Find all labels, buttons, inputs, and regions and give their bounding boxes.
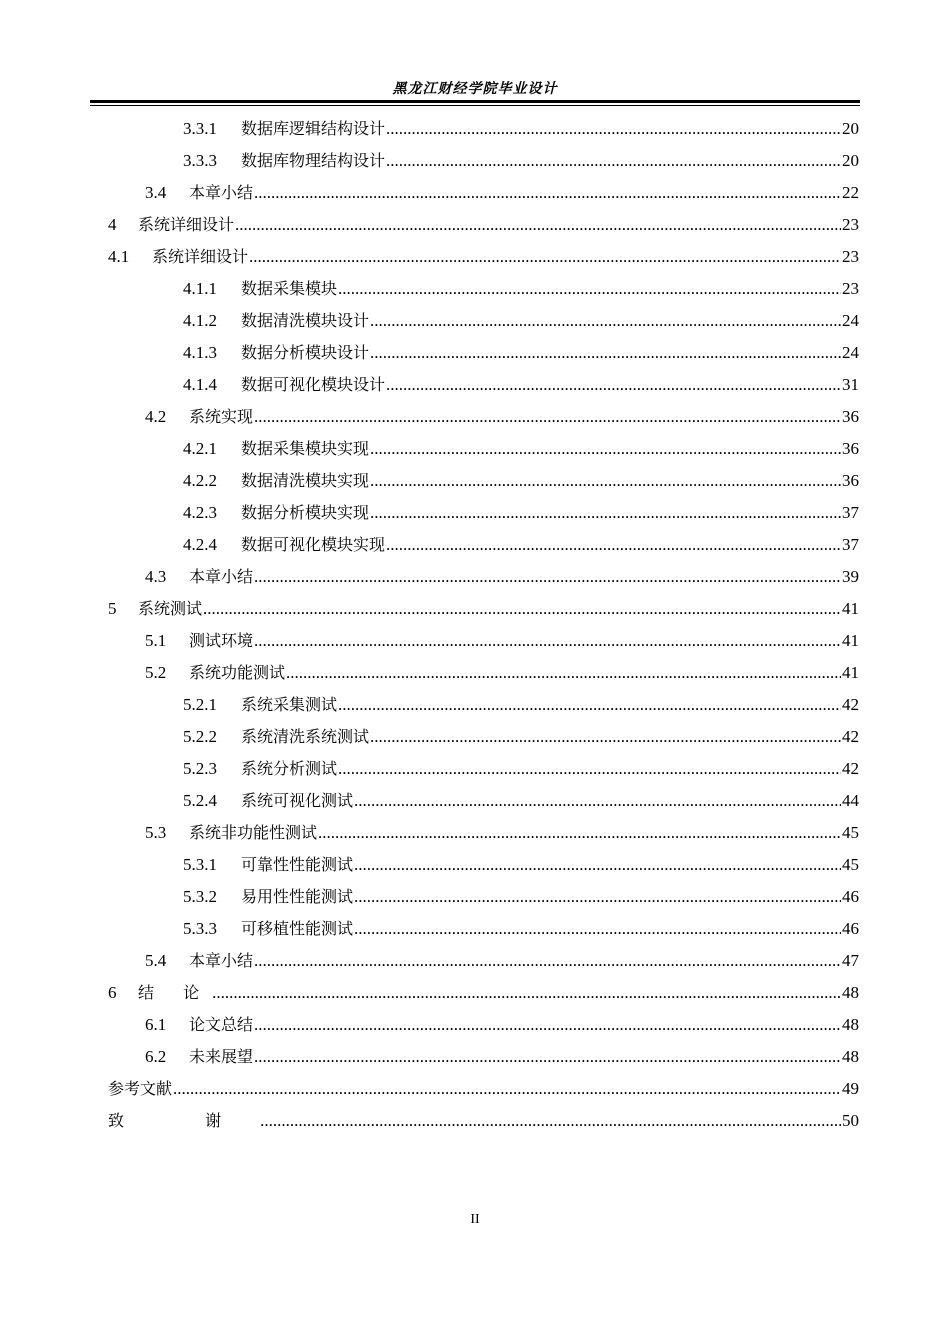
toc-entry-label: 数据清洗模块实现 <box>241 471 370 490</box>
toc-entry[interactable] <box>108 404 859 436</box>
toc-leader-dots <box>254 631 841 651</box>
toc-entry-label: 系统非功能性测试 <box>189 823 318 842</box>
toc-entry-number: 5.2.1 <box>183 695 217 714</box>
toc-entry-label: 数据库逻辑结构设计 <box>241 119 386 138</box>
toc-entry-label: 系统可视化测试 <box>241 791 354 810</box>
toc-entry[interactable] <box>108 660 859 692</box>
toc-leader-dots <box>254 1015 841 1035</box>
toc-entry-page: 41 <box>842 631 859 650</box>
toc-entry[interactable] <box>108 340 859 372</box>
toc-entry-label: 数据可视化模块实现 <box>241 535 386 554</box>
toc-entry[interactable] <box>108 788 859 820</box>
toc-entry[interactable] <box>108 500 859 532</box>
toc-entry-number: 5.2.4 <box>183 791 217 810</box>
toc-leader-dots <box>370 343 841 363</box>
toc-leader-dots <box>260 1111 841 1131</box>
toc-entry[interactable] <box>108 468 859 500</box>
toc-entry[interactable] <box>108 1012 859 1044</box>
toc-entry-page: 42 <box>842 727 859 746</box>
toc-entry-page: 45 <box>842 823 859 842</box>
toc-entry-page: 37 <box>842 535 859 554</box>
toc-entry[interactable] <box>108 692 859 724</box>
toc-entry-label: 论文总结 <box>189 1015 254 1034</box>
toc-entry-page: 42 <box>842 695 859 714</box>
toc-entry-label: 未来展望 <box>189 1047 254 1066</box>
toc-entry-number: 4.1.2 <box>183 311 217 330</box>
toc-entry-page: 24 <box>842 343 859 362</box>
toc-leader-dots <box>370 727 841 747</box>
toc-entry-label: 数据清洗模块设计 <box>241 311 370 330</box>
toc-leader-dots <box>203 599 841 619</box>
toc-leader-dots <box>370 439 841 459</box>
toc-entry[interactable] <box>108 628 859 660</box>
toc-entry[interactable] <box>108 884 859 916</box>
toc-entry-number: 4.1.3 <box>183 343 217 362</box>
toc-leader-dots <box>370 503 841 523</box>
toc-leader-dots <box>354 919 841 939</box>
toc-entry-number: 5.2 <box>145 663 167 682</box>
toc-entry[interactable] <box>108 116 859 148</box>
toc-entry-page: 48 <box>842 1015 859 1034</box>
document-header-title: 黑龙江财经学院毕业设计 <box>392 81 558 97</box>
toc-entry-number: 4 <box>108 215 117 234</box>
toc-entry-number: 6.1 <box>145 1015 167 1034</box>
toc-entry[interactable] <box>108 1076 859 1108</box>
toc-leader-dots <box>338 279 841 299</box>
toc-entry-number: 3.3.3 <box>183 151 217 170</box>
toc-leader-dots <box>386 119 841 139</box>
toc-entry-label: 系统详细设计 <box>138 215 235 234</box>
toc-entry-page: 36 <box>842 439 859 458</box>
toc-entry-page: 36 <box>842 471 859 490</box>
toc-entry[interactable] <box>108 244 859 276</box>
toc-leader-dots <box>254 951 841 971</box>
toc-leader-dots <box>338 695 841 715</box>
toc-entry-number: 5.3.2 <box>183 887 217 906</box>
toc-entry[interactable] <box>108 212 859 244</box>
toc-entry-label: 易用性性能测试 <box>241 887 354 906</box>
toc-entry-page: 22 <box>842 183 859 202</box>
toc-entry-label: 系统分析测试 <box>241 759 338 778</box>
toc-leader-dots <box>235 215 841 235</box>
toc-entry-label: 系统功能测试 <box>189 663 286 682</box>
toc-entry-number: 6.2 <box>145 1047 167 1066</box>
toc-entry-page: 23 <box>842 215 859 234</box>
toc-entry[interactable] <box>108 852 859 884</box>
toc-entry[interactable] <box>108 564 859 596</box>
toc-entry-label: 系统采集测试 <box>241 695 338 714</box>
toc-entry-label: 可靠性性能测试 <box>241 855 354 874</box>
toc-leader-dots <box>354 855 841 875</box>
toc-leader-dots <box>173 1079 841 1099</box>
toc-entry[interactable] <box>108 724 859 756</box>
toc-entry[interactable] <box>108 1044 859 1076</box>
toc-entry[interactable] <box>108 180 859 212</box>
toc-leader-dots <box>386 535 841 555</box>
toc-entry-page: 31 <box>842 375 859 394</box>
toc-entry[interactable] <box>108 596 859 628</box>
toc-entry[interactable] <box>108 308 859 340</box>
toc-entry-page: 20 <box>842 151 859 170</box>
toc-leader-dots <box>254 567 841 587</box>
toc-entry-page: 23 <box>842 279 859 298</box>
toc-leader-dots <box>254 1047 841 1067</box>
toc-leader-dots <box>370 311 841 331</box>
toc-entry-number: 5.3.1 <box>183 855 217 874</box>
toc-entry-number: 4.1.1 <box>183 279 217 298</box>
toc-entry-page: 47 <box>842 951 859 970</box>
toc-leader-dots <box>254 183 841 203</box>
toc-entry-page: 44 <box>842 791 859 810</box>
toc-leader-dots <box>318 823 841 843</box>
toc-leader-dots <box>286 663 841 683</box>
toc-entry-number: 4.2.1 <box>183 439 217 458</box>
toc-entry-page: 45 <box>842 855 859 874</box>
toc-entry-number: 4.1 <box>108 247 130 266</box>
toc-entry-page: 46 <box>842 887 859 906</box>
toc-entry-page: 42 <box>842 759 859 778</box>
toc-leader-dots <box>212 983 841 1003</box>
toc-entry-label: 系统实现 <box>189 407 254 426</box>
toc-entry-number: 5.3.3 <box>183 919 217 938</box>
toc-entry[interactable] <box>108 532 859 564</box>
toc-entry-page: 41 <box>842 599 859 618</box>
toc-entry-number: 4.3 <box>145 567 167 586</box>
toc-entry-number: 4.1.4 <box>183 375 217 394</box>
toc-entry-number: 5.4 <box>145 951 167 970</box>
toc-entry-page: 49 <box>842 1079 859 1098</box>
toc-entry-label: 数据可视化模块设计 <box>241 375 386 394</box>
toc-entry-number: 5.2.2 <box>183 727 217 746</box>
toc-entry-number: 5.1 <box>145 631 167 650</box>
toc-entry-page: 41 <box>842 663 859 682</box>
toc-entry-label: 结 论 <box>138 983 212 1002</box>
toc-entry[interactable] <box>108 436 859 468</box>
toc-entry-number: 3.3.1 <box>183 119 217 138</box>
toc-entry-page: 48 <box>842 1047 859 1066</box>
toc-entry-label: 数据采集模块实现 <box>241 439 370 458</box>
toc-entry[interactable] <box>108 148 859 180</box>
header-rule-thick <box>90 100 860 103</box>
toc-entry[interactable] <box>108 1108 859 1140</box>
toc-entry-page: 20 <box>842 119 859 138</box>
toc-leader-dots <box>386 375 841 395</box>
toc-leader-dots <box>254 407 841 427</box>
toc-entry-number: 4.2 <box>145 407 167 426</box>
toc-entry-label: 可移植性能测试 <box>241 919 354 938</box>
toc-entry-page: 50 <box>842 1111 859 1130</box>
toc-entry[interactable] <box>108 756 859 788</box>
toc-entry-page: 36 <box>842 407 859 426</box>
toc-leader-dots <box>354 791 841 811</box>
toc-entry[interactable] <box>108 980 859 1012</box>
toc-entry-label: 本章小结 <box>189 567 254 586</box>
toc-entry-label: 数据库物理结构设计 <box>241 151 386 170</box>
toc-entry-number: 5.2.3 <box>183 759 217 778</box>
toc-entry-number: 4.2.3 <box>183 503 217 522</box>
page-number: II <box>470 1212 480 1227</box>
toc-entry-number: 5 <box>108 599 117 618</box>
toc-leader-dots <box>386 151 841 171</box>
toc-entry-page: 24 <box>842 311 859 330</box>
toc-entry-page: 46 <box>842 919 859 938</box>
toc-entry[interactable] <box>108 276 859 308</box>
toc-entry-number: 4.2.4 <box>183 535 217 554</box>
toc-entry-number: 4.2.2 <box>183 471 217 490</box>
table-of-contents <box>108 116 859 1140</box>
toc-entry-page: 37 <box>842 503 859 522</box>
toc-leader-dots <box>249 247 841 267</box>
toc-entry-page: 39 <box>842 567 859 586</box>
toc-entry-label: 数据分析模块实现 <box>241 503 370 522</box>
toc-entry-label: 系统详细设计 <box>152 247 249 266</box>
toc-entry[interactable] <box>108 372 859 404</box>
toc-entry-page: 48 <box>842 983 859 1002</box>
toc-entry-label: 系统清洗系统测试 <box>241 727 370 746</box>
toc-leader-dots <box>354 887 841 907</box>
toc-entry-number: 3.4 <box>145 183 167 202</box>
toc-entry-label: 参考文献 <box>108 1079 173 1098</box>
toc-entry-number: 6 <box>108 983 117 1002</box>
toc-entry-label: 系统测试 <box>138 599 203 618</box>
toc-entry-label: 致 谢 <box>108 1111 260 1130</box>
toc-entry-number: 5.3 <box>145 823 167 842</box>
toc-entry-label: 数据采集模块 <box>241 279 338 298</box>
toc-entry[interactable] <box>108 820 859 852</box>
toc-leader-dots <box>338 759 841 779</box>
header-rule-thin <box>90 105 860 106</box>
toc-entry[interactable] <box>108 948 859 980</box>
toc-entry-label: 本章小结 <box>189 183 254 202</box>
toc-entry-label: 数据分析模块设计 <box>241 343 370 362</box>
toc-entry-label: 测试环境 <box>189 631 254 650</box>
toc-entry-label: 本章小结 <box>189 951 254 970</box>
toc-entry-page: 23 <box>842 247 859 266</box>
toc-entry[interactable] <box>108 916 859 948</box>
toc-leader-dots <box>370 471 841 491</box>
